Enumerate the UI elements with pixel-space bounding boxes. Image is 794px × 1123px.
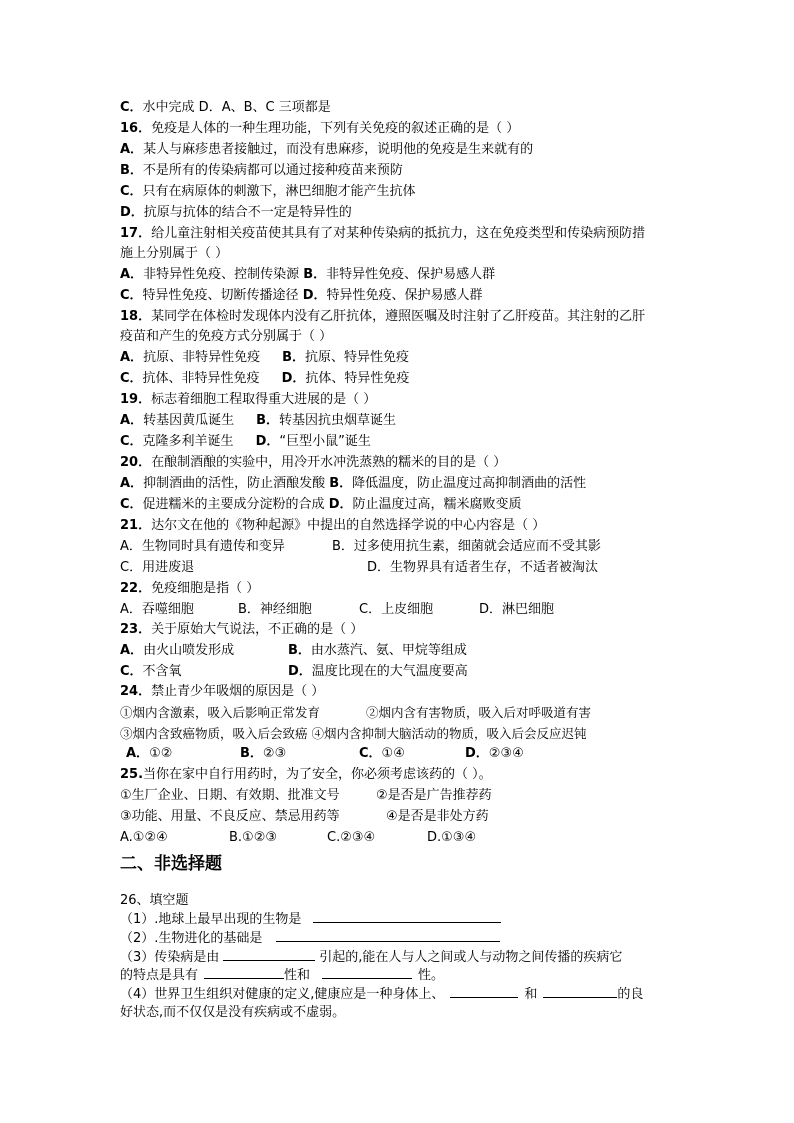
q25-option-c: C.②③④ bbox=[327, 830, 376, 845]
q26-line-2: （2）.生物进化的基础是 bbox=[120, 927, 500, 948]
q25-item-1: ①生厂企业、日期、有效期、批准文号 bbox=[120, 788, 340, 803]
q26-line-4: 的特点是具有 性和 性。 bbox=[120, 964, 444, 985]
q16-option-c: C．只有在病原体的刺激下，淋巴细胞才能产生抗体 bbox=[120, 184, 416, 199]
q25-stem: 25.当你在家中自行用药时，为了安全，你必须考虑该药的（ ）。 bbox=[120, 767, 492, 782]
q17-option-cd: C．特异性免疫、切断传播途径 D．特异性免疫、保护易感人群 bbox=[120, 288, 483, 303]
q22-option-c: C．上皮细胞 bbox=[359, 602, 434, 617]
q21-option-c: C．用进废退 bbox=[120, 560, 195, 575]
q25-option-a: A.①②④ bbox=[120, 830, 168, 845]
q19-stem: 19．标志着细胞工程取得重大进展的是（ ） bbox=[120, 392, 377, 407]
q20-stem: 20．在酿制酒酿的实验中，用冷开水冲洗蒸熟的糯米的目的是（ ） bbox=[120, 455, 507, 470]
blank-4[interactable] bbox=[204, 964, 284, 979]
q22-stem: 22．免疫细胞是指（ ） bbox=[120, 581, 260, 596]
q21-stem: 21．达尔文在他的《物种起源》中提出的自然选择学说的中心内容是（ ） bbox=[120, 518, 546, 533]
q18-option-ab: A．抗原、非特异性免疫 B．抗原、特异性免疫 bbox=[120, 350, 410, 365]
q17-stem-cont: 施上分别属于（ ） bbox=[120, 246, 229, 261]
q16-option-b: B．不是所有的传染病都可以通过接种疫苗来预防 bbox=[120, 163, 403, 178]
q21-option-d: D．生物界具有适者生存，不适者被淘汰 bbox=[367, 560, 599, 575]
q16-option-d: D．抗原与抗体的结合不一定是特异性的 bbox=[120, 205, 352, 220]
q17-option-ab: A．非特异性免疫、控制传染源 B．非特异性免疫、保护易感人群 bbox=[120, 267, 496, 282]
q25-item-2: ②是否是广告推荐药 bbox=[376, 788, 492, 803]
q25-option-d: D.①③④ bbox=[427, 830, 477, 845]
q24-option-b: B．②③ bbox=[240, 746, 287, 761]
blank-1[interactable] bbox=[313, 908, 501, 923]
q23-option-a: A．由火山喷发形成 bbox=[120, 643, 235, 658]
q22-option-b: B．神经细胞 bbox=[238, 602, 312, 617]
blank-5[interactable] bbox=[322, 964, 412, 979]
q25-item-4: ④是否是非处方药 bbox=[386, 809, 489, 824]
q26-line-1: （1）.地球上最早出现的生物是 bbox=[120, 908, 501, 929]
q24-stem: 24．禁止青少年吸烟的原因是（ ） bbox=[120, 684, 325, 699]
q20-option-cd: C．促进糯米的主要成分淀粉的合成 D．防止温度过高，糯米腐败变质 bbox=[120, 497, 522, 512]
q18-stem-cont: 疫苗和产生的免疫方式分别属于（ ） bbox=[120, 329, 333, 344]
q26-title: 26、填空题 bbox=[120, 893, 189, 908]
q25-item-3: ③功能、用量、不良反应、禁忌用药等 bbox=[120, 809, 340, 824]
blank-7[interactable] bbox=[543, 983, 617, 998]
q24-item-2: ②烟内含有害物质，吸入后对呼吸道有害 bbox=[366, 705, 592, 720]
q21-option-b: B．过多使用抗生素，细菌就会适应而不受其影 bbox=[332, 539, 601, 554]
section-heading: 二、非选择题 bbox=[120, 854, 222, 874]
blank-6[interactable] bbox=[450, 983, 518, 998]
blank-3[interactable] bbox=[223, 946, 315, 961]
q23-option-d: D．温度比现在的大气温度要高 bbox=[288, 664, 468, 679]
q24-item-1: ①烟内含激素，吸入后影响正常发育 bbox=[120, 705, 321, 720]
blank-2[interactable] bbox=[276, 927, 500, 942]
q20-option-ab: A．抑制酒曲的活性，防止酒酿发酸 B．降低温度，防止温度过高抑制酒曲的活性 bbox=[120, 476, 587, 491]
q21-option-a: A．生物同时具有遗传和变异 bbox=[120, 539, 285, 554]
q25-option-b: B.①②③ bbox=[229, 830, 278, 845]
q22-option-d: D．淋巴细胞 bbox=[479, 602, 555, 617]
q26-line-3: （3）传染病是由 引起的,能在人与人之间或人与动物之间传播的疾病它 bbox=[120, 946, 622, 967]
q24-option-a: A．①② bbox=[126, 746, 173, 761]
q19-option-ab: A．转基因黄瓜诞生 B．转基因抗虫烟草诞生 bbox=[120, 413, 397, 428]
q19-option-cd: C．克隆多利羊诞生 D．“巨型小鼠”诞生 bbox=[120, 434, 371, 449]
q26-line-5: （4）世界卫生组织对健康的定义,健康应是一种身体上、 和 的良 bbox=[120, 983, 643, 1004]
q23-option-b: B．由水蒸汽、氨、甲烷等组成 bbox=[288, 643, 467, 658]
q15-option-cd: C．水中完成 D．A、B、C 三项都是 bbox=[120, 100, 331, 115]
q18-option-cd: C．抗体、非特异性免疫 D．抗体、特异性免疫 bbox=[120, 371, 410, 386]
q24-item-3-4: ③烟内含致癌物质，吸入后会致癌 ④烟内含抑制大脑活动的物质，吸入后会反应迟钝 bbox=[120, 726, 587, 741]
q22-option-a: A．吞噬细胞 bbox=[120, 602, 194, 617]
q26-line-6: 好状态,而不仅仅是没有疾病或不虚弱。 bbox=[120, 1005, 346, 1020]
q18-stem: 18．某同学在体检时发现体内没有乙肝抗体，遵照医嘱及时注射了乙肝疫苗。其注射的乙肝 bbox=[120, 309, 646, 324]
q16-option-a: A．某人与麻疹患者接触过，而没有患麻疹，说明他的免疫是生来就有的 bbox=[120, 142, 534, 157]
q23-option-c: C．不含氧 bbox=[120, 664, 182, 679]
q24-option-d: D．②③④ bbox=[465, 746, 524, 761]
q17-stem: 17．给儿童注射相关疫苗使其具有了对某种传染病的抵抗力，这在免疫类型和传染病预防措 bbox=[120, 226, 646, 241]
q16-stem: 16．免疫是人体的一种生理功能，下列有关免疫的叙述正确的是（ ） bbox=[120, 121, 520, 136]
q24-option-c: C．①④ bbox=[359, 746, 405, 761]
q23-stem: 23．关于原始大气说法，不正确的是（ ） bbox=[120, 622, 364, 637]
